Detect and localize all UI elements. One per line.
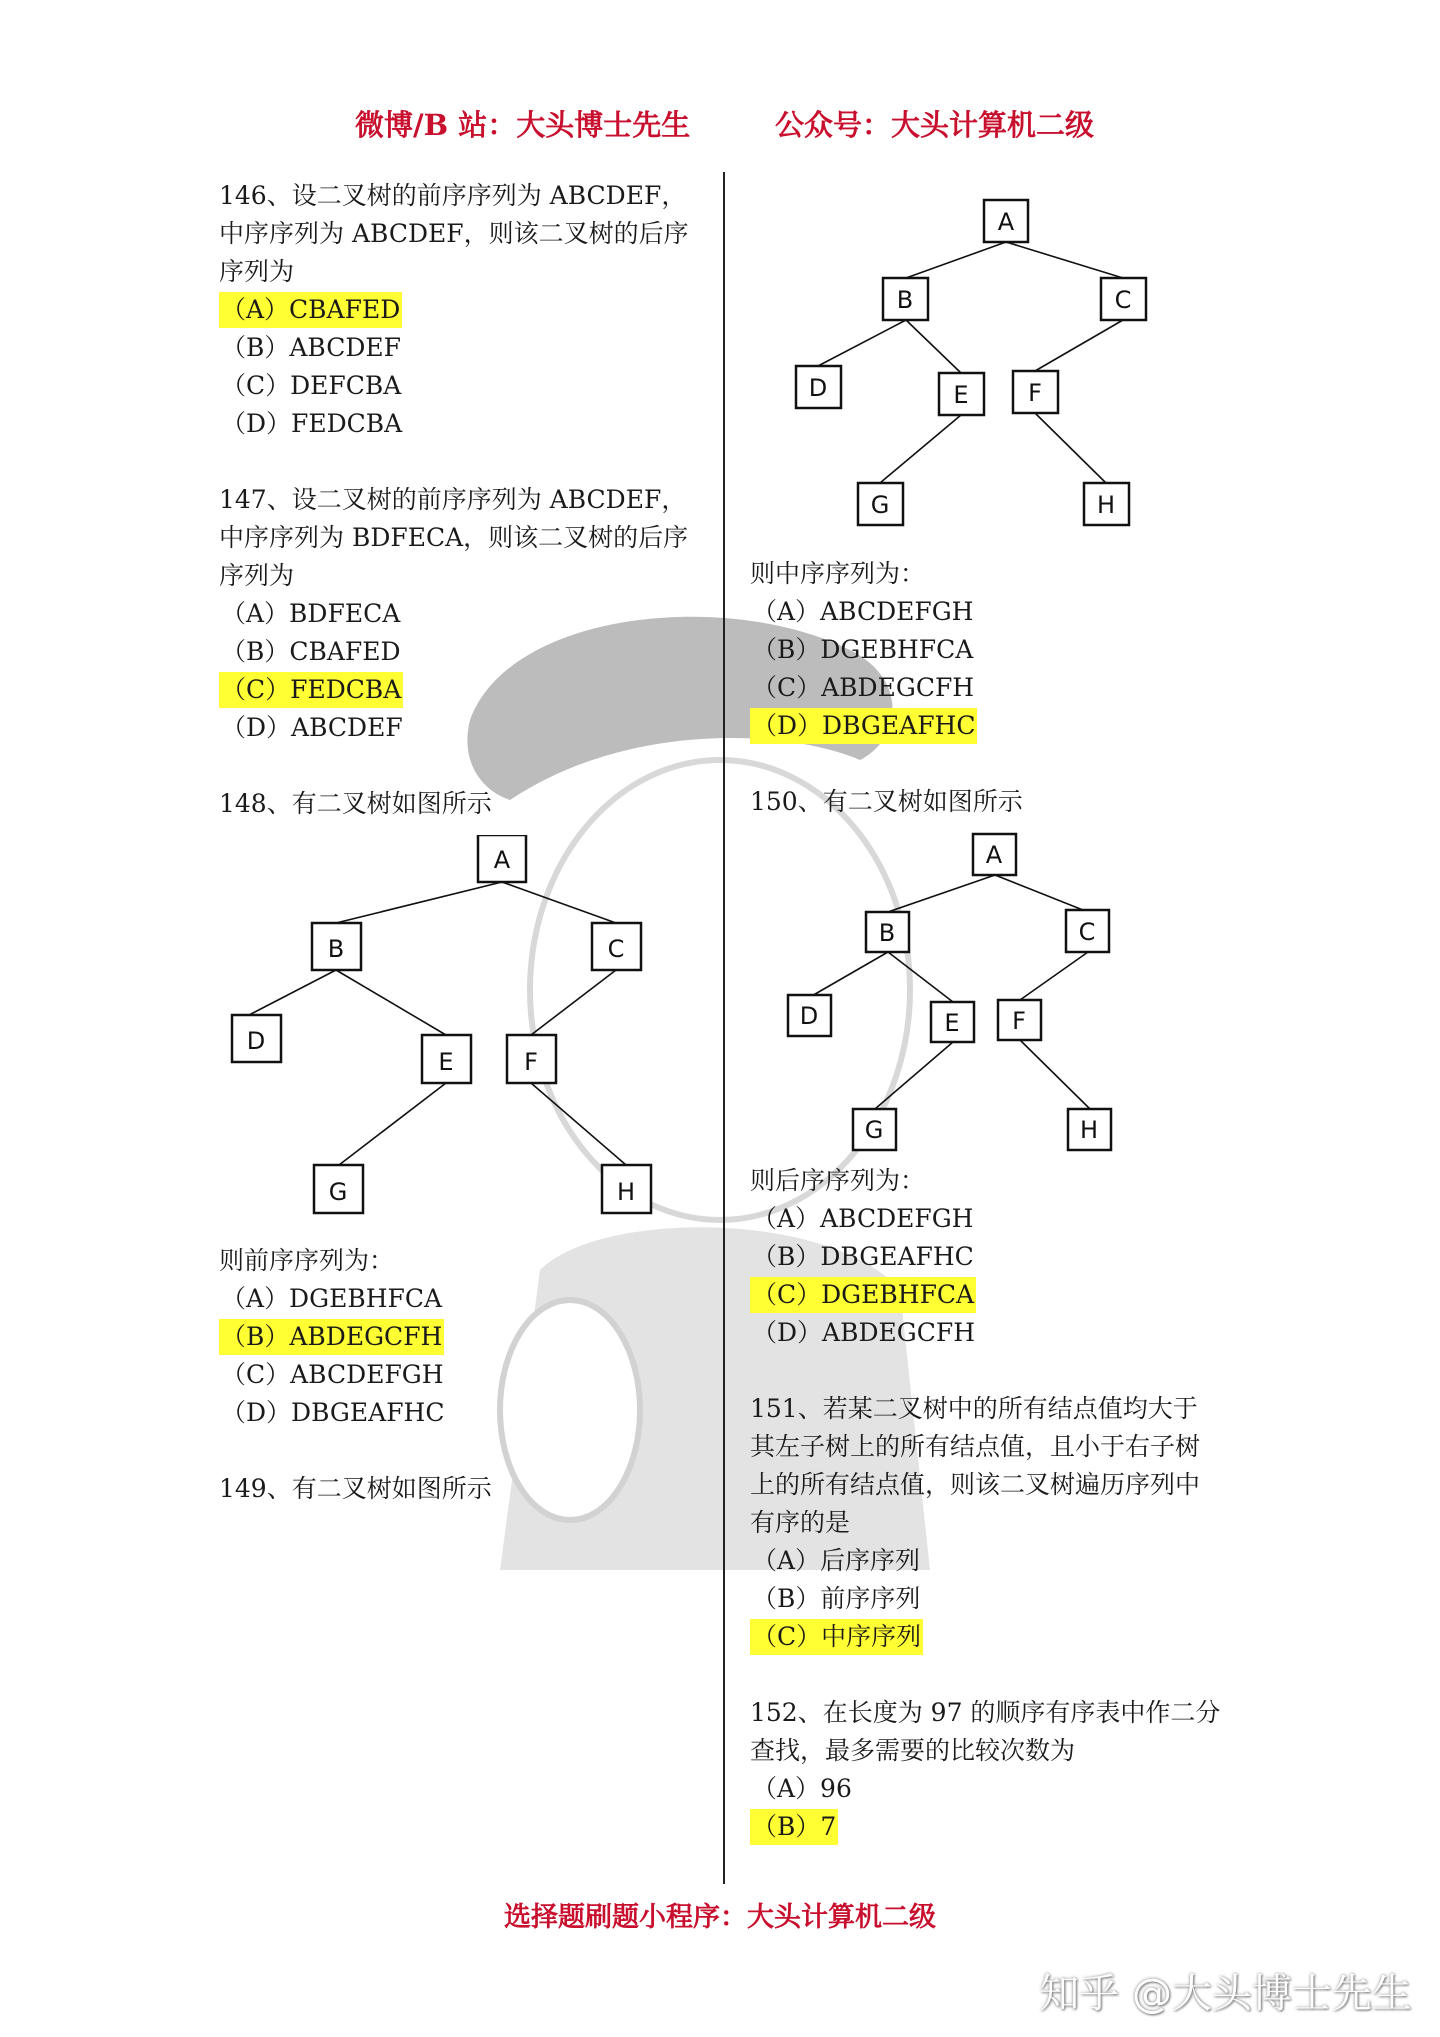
edge-e-g xyxy=(880,415,961,483)
q152-text-line-1: 152、在长度为 97 的顺序有序表中作二分 xyxy=(750,1698,1221,1727)
svg-text:A: A xyxy=(997,208,1015,236)
tree-node-f xyxy=(998,1000,1041,1040)
svg-text:A: A xyxy=(985,841,1003,869)
svg-text:G: G xyxy=(864,1116,884,1144)
edge-a-b xyxy=(906,242,1006,278)
q150-option-c: （C）DGEBHFCA xyxy=(750,1277,976,1313)
q148-option-a: （A）DGEBHFCA xyxy=(221,1284,443,1313)
column-divider xyxy=(723,172,725,1884)
tree-node-d xyxy=(788,995,831,1036)
edge-f-h xyxy=(531,1083,626,1165)
tree-node-c xyxy=(1101,278,1146,320)
edge-a-b xyxy=(336,882,502,923)
q151-option-a: （A）后序序列 xyxy=(752,1546,921,1575)
svg-text:B: B xyxy=(327,935,345,963)
svg-text:E: E xyxy=(944,1009,960,1037)
q150-option-b: （B）DBGEAFHC xyxy=(752,1242,974,1271)
svg-text:B: B xyxy=(878,919,896,947)
edge-b-d xyxy=(818,320,906,366)
edge-a-b xyxy=(888,875,995,912)
tree-node-e xyxy=(422,1035,471,1083)
tree-node-b xyxy=(312,923,361,970)
svg-text:D: D xyxy=(808,374,828,402)
edge-c-f xyxy=(1020,952,1088,1000)
tree-node-h xyxy=(602,1165,651,1213)
svg-text:G: G xyxy=(870,491,890,519)
tree-node-a xyxy=(973,834,1016,875)
svg-text:F: F xyxy=(1012,1007,1026,1035)
q148-tree-diagram xyxy=(219,835,679,1225)
q151-text-line-1: 151、若某二叉树中的所有结点值均大于 xyxy=(750,1394,1198,1423)
page-header xyxy=(0,103,1440,143)
tree-node-h xyxy=(1068,1109,1111,1150)
edge-a-c xyxy=(995,875,1088,912)
edge-e-g xyxy=(875,1042,953,1109)
q147-text-line-1: 147、设二叉树的前序序列为 ABCDEF， xyxy=(219,485,687,514)
tree-node-b xyxy=(883,278,928,320)
svg-text:A: A xyxy=(493,846,511,874)
tree-node-f xyxy=(507,1035,556,1083)
svg-text:E: E xyxy=(438,1048,454,1076)
edge-b-e xyxy=(888,952,953,1002)
q152-text-line-2: 查找，最多需要的比较次数为 xyxy=(750,1736,1076,1765)
tree-node-h xyxy=(1084,483,1129,525)
svg-text:E: E xyxy=(953,381,969,409)
svg-text:C: C xyxy=(1078,918,1096,946)
q150-option-a: （A）ABCDEFGH xyxy=(752,1204,974,1233)
q148-option-c: （C）ABCDEFGH xyxy=(221,1360,444,1389)
svg-text:F: F xyxy=(1028,379,1042,407)
q149-option-c: （C）ABDEGCFH xyxy=(752,673,975,702)
tree-node-b xyxy=(866,912,909,952)
edge-a-c xyxy=(502,882,616,923)
q146-option-d: （D）FEDCBA xyxy=(221,409,403,438)
q149-prompt: 则中序序列为： xyxy=(750,559,926,588)
q148-option-d: （D）DBGEAFHC xyxy=(221,1398,445,1427)
q150-text: 150、有二叉树如图所示 xyxy=(750,787,1023,816)
q149-option-a: （A）ABCDEFGH xyxy=(752,597,974,626)
q148-text: 148、有二叉树如图所示 xyxy=(219,789,492,818)
tree-node-f xyxy=(1013,371,1058,413)
q149-tree-diagram xyxy=(768,198,1188,538)
edge-b-e xyxy=(906,320,961,373)
q151-text-line-4: 有序的是 xyxy=(750,1508,851,1537)
edge-e-g xyxy=(339,1083,446,1165)
tree-node-g xyxy=(858,483,903,525)
tree-node-c xyxy=(1066,910,1109,952)
edge-b-d xyxy=(810,952,888,997)
q150-option-d: （D）ABDEGCFH xyxy=(752,1318,976,1347)
svg-text:D: D xyxy=(799,1002,819,1030)
header-weibo-bilibili: 微博/B 站：大头博士先生 xyxy=(355,108,691,142)
q152-option-b: （B）7 xyxy=(750,1809,838,1845)
tree-node-a xyxy=(984,200,1028,242)
q146-text-line-2: 中序序列为 ABCDEF，则该二叉树的后序 xyxy=(219,219,689,248)
q151-option-c: （C）中序序列 xyxy=(750,1619,923,1655)
edge-c-f xyxy=(531,970,616,1035)
svg-text:F: F xyxy=(524,1048,538,1076)
edge-c-f xyxy=(1035,320,1123,371)
q146-text-line-1: 146、设二叉树的前序序列为 ABCDEF， xyxy=(219,181,687,210)
q152-option-a: （A）96 xyxy=(752,1774,852,1803)
zhihu-watermark: 知乎 @大头博士先生 xyxy=(1039,1971,1412,2017)
edge-a-c xyxy=(1006,242,1123,278)
header-wechat-account: 公众号：大头计算机二级 xyxy=(775,108,1095,142)
q151-option-b: （B）前序序列 xyxy=(752,1584,921,1613)
q151-text-line-2: 其左子树上的所有结点值，且小于右子树 xyxy=(750,1432,1201,1461)
q147-option-c: （C）FEDCBA xyxy=(219,672,403,708)
tree-node-d xyxy=(232,1015,281,1062)
tree-node-a xyxy=(478,835,526,882)
q150-tree-diagram xyxy=(770,832,1190,1162)
tree-node-g xyxy=(314,1165,363,1213)
svg-text:D: D xyxy=(246,1027,266,1055)
tree-node-e xyxy=(931,1002,974,1042)
svg-text:C: C xyxy=(1114,286,1132,314)
page-footer: 选择题刷题小程序：大头计算机二级 xyxy=(504,1902,936,1933)
svg-text:B: B xyxy=(896,286,914,314)
q147-option-a: （A）BDFECA xyxy=(221,599,401,628)
q147-option-d: （D）ABCDEF xyxy=(221,713,403,742)
q151-text-line-3: 上的所有结点值，则该二叉树遍历序列中 xyxy=(750,1470,1201,1499)
q146-option-a: （A）CBAFED xyxy=(219,292,402,328)
tree-node-g xyxy=(853,1109,896,1150)
tree-node-c xyxy=(592,923,641,970)
q147-option-b: （B）CBAFED xyxy=(221,637,401,666)
q147-text-line-3: 序列为 xyxy=(219,561,295,590)
q147-text-line-2: 中序序列为 BDFECA，则该二叉树的后序 xyxy=(219,523,689,552)
q149-text: 149、有二叉树如图所示 xyxy=(219,1474,492,1503)
q146-text-line-3: 序列为 xyxy=(219,257,295,286)
edge-f-h xyxy=(1020,1040,1090,1109)
svg-text:G: G xyxy=(328,1178,348,1206)
edge-f-h xyxy=(1035,413,1106,483)
q150-prompt: 则后序序列为： xyxy=(750,1166,926,1195)
q146-option-c: （C）DEFCBA xyxy=(221,371,402,400)
q146-option-b: （B）ABCDEF xyxy=(221,333,402,362)
tree-node-d xyxy=(796,366,841,408)
tree-node-e xyxy=(939,373,984,415)
svg-text:H: H xyxy=(616,1178,636,1206)
svg-text:H: H xyxy=(1096,491,1116,519)
svg-text:C: C xyxy=(607,935,625,963)
edge-b-e xyxy=(336,970,446,1035)
q148-option-b: （B）ABDEGCFH xyxy=(219,1319,444,1355)
svg-text:H: H xyxy=(1079,1116,1099,1144)
q149-option-b: （B）DGEBHFCA xyxy=(752,635,974,664)
edge-b-d xyxy=(249,970,336,1015)
q148-prompt: 则前序序列为： xyxy=(219,1246,395,1275)
q149-option-d: （D）DBGEAFHC xyxy=(750,708,977,744)
